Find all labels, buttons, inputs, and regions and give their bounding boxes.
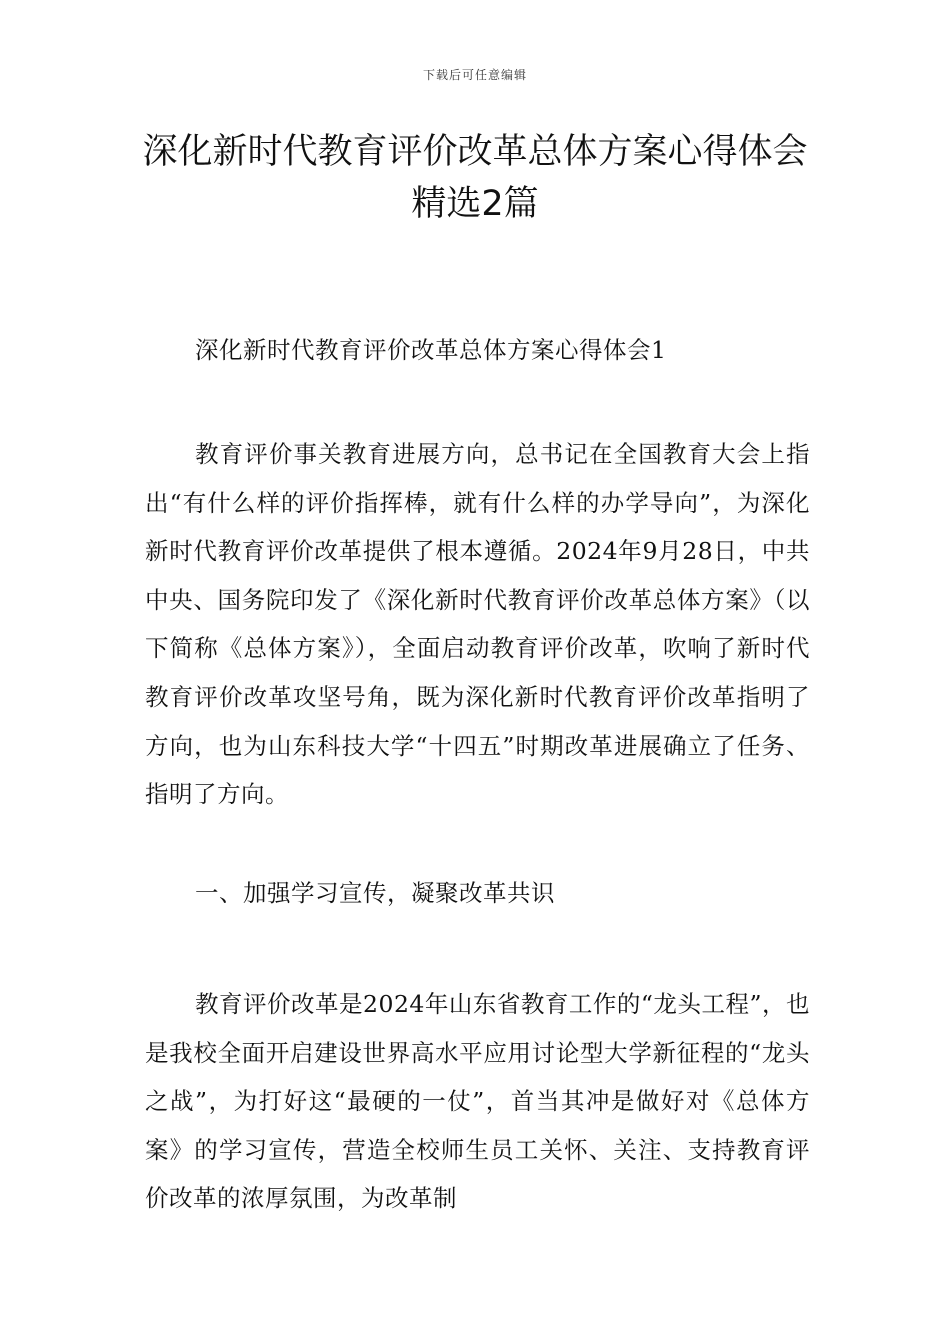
paragraph-intro: 教育评价事关教育进展方向，总书记在全国教育大会上指出“有什么样的评价指挥棒，就有什么样的办学导向”，为深化新时代教育评价改革提供了根本遵循。2024年9月28日，中共中央、国务院印发了《深化新时代教育评价改革总体方案》（以下简称《总体方案》），全面启动教育评价改革，吹响了新时代教育评价改革攻坚号角，既为深化新时代教育评价改革指明了方向，也为山东科技大学“十四五”时期改革进展确立了任务、指明了方向。 [145,440,810,809]
paragraph-section-1: 教育评价改革是2024年山东省教育工作的“龙头工程”，也是我校全面开启建设世界高水平应用讨论型大学新征程的“龙头之战”，为打好这“最硬的一仗”，首当其冲是做好对《总体方案》的学习宣传，营造全校师生员工关怀、关注、支持教育评价改革的浓厚氛围，为改革制 [145,990,810,1213]
document-title: 深化新时代教育评价改革总体方案心得体会精选2篇 [142,132,808,224]
section-heading: 一、加强学习宣传，凝聚改革共识 [195,879,555,907]
header-note: 下载后可任意编辑 [422,68,527,82]
article-subheading: 深化新时代教育评价改革总体方案心得体会1 [195,336,667,364]
